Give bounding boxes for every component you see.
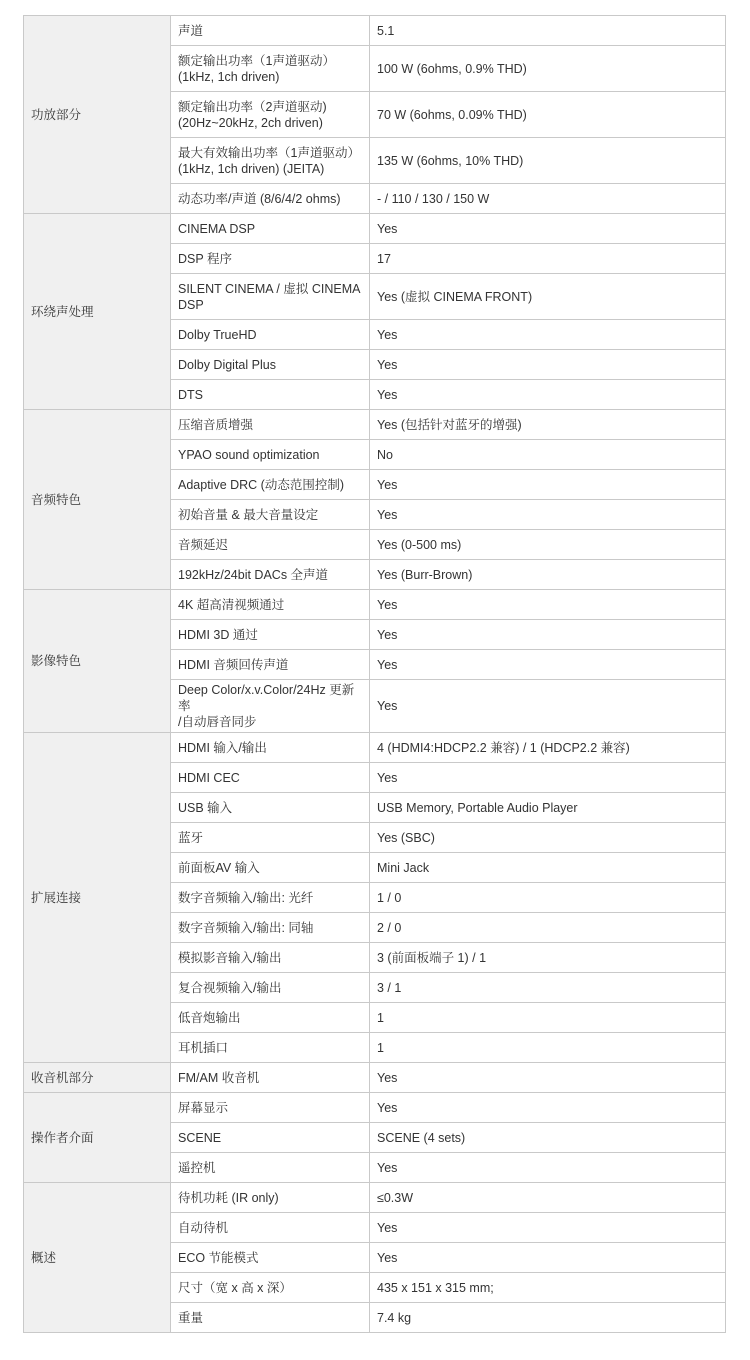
value-cell: SCENE (4 sets) — [370, 1123, 726, 1153]
value-cell: 435 x 151 x 315 mm; — [370, 1273, 726, 1303]
value-cell: Yes — [370, 1213, 726, 1243]
category-cell: 音频特色 — [24, 410, 171, 590]
value-cell: Yes (SBC) — [370, 823, 726, 853]
feature-cell: SILENT CINEMA / 虚拟 CINEMA DSP — [171, 274, 370, 320]
feature-cell: 额定输出功率（2声道驱动) (20Hz~20kHz, 2ch driven) — [171, 92, 370, 138]
feature-cell: 复合视频输入/输出 — [171, 973, 370, 1003]
feature-cell: 耳机插口 — [171, 1033, 370, 1063]
value-cell: Yes — [370, 763, 726, 793]
value-cell: Yes — [370, 500, 726, 530]
table-row — [24, 1183, 726, 1213]
value-cell: Yes — [370, 590, 726, 620]
category-cell: 扩展连接 — [24, 733, 171, 1063]
table-row — [24, 590, 726, 620]
feature-cell: 遥控机 — [171, 1153, 370, 1183]
feature-cell: DTS — [171, 380, 370, 410]
value-cell: Yes (虚拟 CINEMA FRONT) — [370, 274, 726, 320]
feature-cell: DSP 程序 — [171, 244, 370, 274]
spec-table-body — [24, 16, 726, 1333]
feature-cell: 声道 — [171, 16, 370, 46]
feature-cell: 低音炮输出 — [171, 1003, 370, 1033]
feature-cell: SCENE — [171, 1123, 370, 1153]
value-cell: - / 110 / 130 / 150 W — [370, 184, 726, 214]
value-cell: Yes — [370, 680, 726, 733]
feature-cell: ECO 节能模式 — [171, 1243, 370, 1273]
value-cell: 7.4 kg — [370, 1303, 726, 1333]
feature-cell: 数字音频输入/输出: 光纤 — [171, 883, 370, 913]
value-cell: 3 (前面板端子 1) / 1 — [370, 943, 726, 973]
feature-cell: 初始音量 & 最大音量设定 — [171, 500, 370, 530]
value-cell: Yes — [370, 350, 726, 380]
value-cell: Yes — [370, 1063, 726, 1093]
feature-cell: HDMI 3D 通过 — [171, 620, 370, 650]
feature-cell: 尺寸（宽 x 高 x 深） — [171, 1273, 370, 1303]
category-cell: 影像特色 — [24, 590, 171, 733]
value-cell: Yes (包括针对蓝牙的增强) — [370, 410, 726, 440]
value-cell: Yes (0-500 ms) — [370, 530, 726, 560]
feature-cell: 模拟影音输入/输出 — [171, 943, 370, 973]
value-cell: 135 W (6ohms, 10% THD) — [370, 138, 726, 184]
value-cell: Yes — [370, 1153, 726, 1183]
value-cell: 1 / 0 — [370, 883, 726, 913]
feature-cell: Dolby Digital Plus — [171, 350, 370, 380]
feature-cell: 重量 — [171, 1303, 370, 1333]
value-cell: Yes (Burr-Brown) — [370, 560, 726, 590]
table-row — [24, 733, 726, 763]
value-cell: Yes — [370, 470, 726, 500]
value-cell: 2 / 0 — [370, 913, 726, 943]
feature-cell: 待机功耗 (IR only) — [171, 1183, 370, 1213]
feature-cell: 最大有效输出功率（1声道驱动） (1kHz, 1ch driven) (JEITA) — [171, 138, 370, 184]
category-cell: 操作者介面 — [24, 1093, 171, 1183]
feature-cell: 自动待机 — [171, 1213, 370, 1243]
table-row — [24, 410, 726, 440]
feature-cell: 音频延迟 — [171, 530, 370, 560]
feature-cell: Dolby TrueHD — [171, 320, 370, 350]
value-cell: Yes — [370, 380, 726, 410]
category-cell: 概述 — [24, 1183, 171, 1333]
value-cell: 100 W (6ohms, 0.9% THD) — [370, 46, 726, 92]
value-cell: ≤0.3W — [370, 1183, 726, 1213]
value-cell: Yes — [370, 650, 726, 680]
feature-cell: YPAO sound optimization — [171, 440, 370, 470]
value-cell: Mini Jack — [370, 853, 726, 883]
category-cell: 环绕声处理 — [24, 214, 171, 410]
value-cell: Yes — [370, 620, 726, 650]
table-row — [24, 16, 726, 46]
category-cell: 收音机部分 — [24, 1063, 171, 1093]
table-row — [24, 1093, 726, 1123]
value-cell: Yes — [370, 1093, 726, 1123]
value-cell: 3 / 1 — [370, 973, 726, 1003]
feature-cell: HDMI CEC — [171, 763, 370, 793]
value-cell: No — [370, 440, 726, 470]
value-cell: 5.1 — [370, 16, 726, 46]
category-cell: 功放部分 — [24, 16, 171, 214]
table-row — [24, 1063, 726, 1093]
feature-cell: 数字音频输入/输出: 同轴 — [171, 913, 370, 943]
feature-cell: HDMI 输入/输出 — [171, 733, 370, 763]
feature-cell: FM/AM 收音机 — [171, 1063, 370, 1093]
feature-cell: 4K 超高清视频通过 — [171, 590, 370, 620]
feature-cell: 蓝牙 — [171, 823, 370, 853]
spec-table — [23, 15, 726, 1333]
value-cell: 1 — [370, 1003, 726, 1033]
feature-cell: 前面板AV 输入 — [171, 853, 370, 883]
value-cell: 1 — [370, 1033, 726, 1063]
value-cell: 4 (HDMI4:HDCP2.2 兼容) / 1 (HDCP2.2 兼容) — [370, 733, 726, 763]
feature-cell: Deep Color/x.v.Color/24Hz 更新率 /自动唇音同步 — [171, 680, 370, 733]
feature-cell: 屏幕显示 — [171, 1093, 370, 1123]
value-cell: 17 — [370, 244, 726, 274]
feature-cell: HDMI 音频回传声道 — [171, 650, 370, 680]
value-cell: Yes — [370, 320, 726, 350]
feature-cell: USB 输入 — [171, 793, 370, 823]
feature-cell: 额定输出功率（1声道驱动） (1kHz, 1ch driven) — [171, 46, 370, 92]
feature-cell: 192kHz/24bit DACs 全声道 — [171, 560, 370, 590]
table-row — [24, 214, 726, 244]
value-cell: USB Memory, Portable Audio Player — [370, 793, 726, 823]
feature-cell: 压缩音质增强 — [171, 410, 370, 440]
feature-cell: Adaptive DRC (动态范围控制) — [171, 470, 370, 500]
feature-cell: CINEMA DSP — [171, 214, 370, 244]
value-cell: Yes — [370, 214, 726, 244]
value-cell: Yes — [370, 1243, 726, 1273]
value-cell: 70 W (6ohms, 0.09% THD) — [370, 92, 726, 138]
feature-cell: 动态功率/声道 (8/6/4/2 ohms) — [171, 184, 370, 214]
